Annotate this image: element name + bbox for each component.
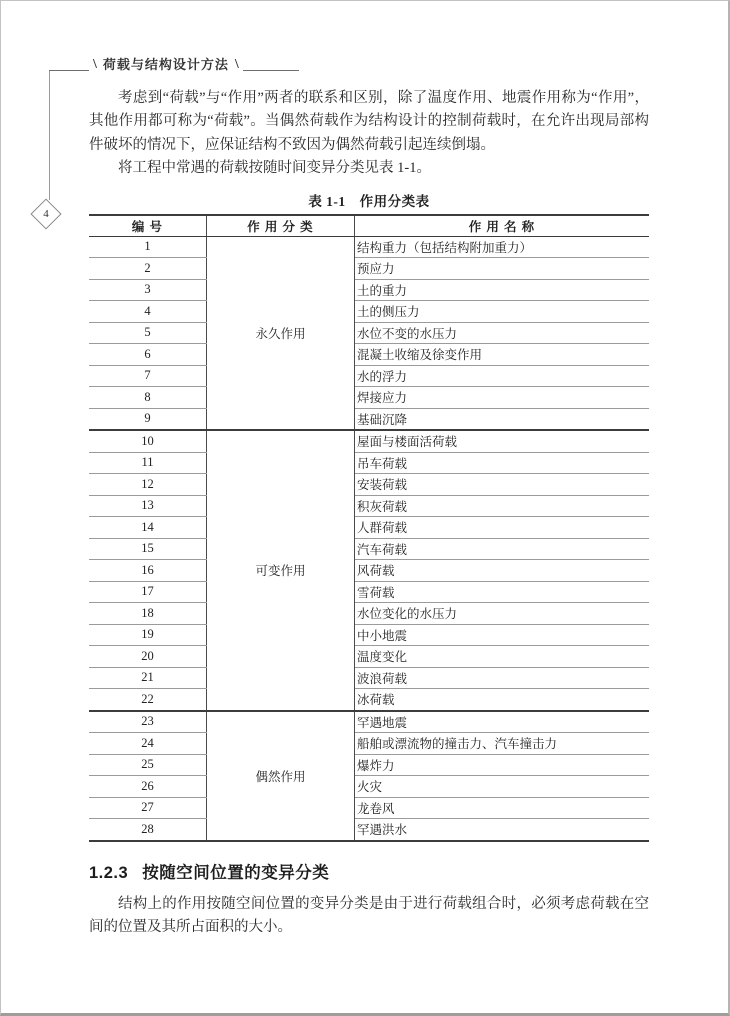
table-row bbox=[89, 689, 649, 711]
row-number-cell: 18 bbox=[89, 603, 207, 625]
action-name-cell: 冰荷载 bbox=[355, 689, 650, 711]
header-rule-left bbox=[49, 70, 89, 71]
table-row bbox=[89, 258, 649, 280]
category-cell: 永久作用 bbox=[207, 236, 355, 430]
action-name-cell: 吊车荷载 bbox=[355, 452, 650, 474]
table-row bbox=[89, 646, 649, 668]
header-number: 编 号 bbox=[89, 215, 207, 237]
table-row bbox=[89, 408, 649, 430]
row-number-cell: 28 bbox=[89, 819, 207, 841]
action-name-cell: 中小地震 bbox=[355, 624, 650, 646]
action-name-cell: 雪荷载 bbox=[355, 581, 650, 603]
table-row bbox=[89, 776, 649, 798]
action-name-cell: 人群荷载 bbox=[355, 517, 650, 539]
action-name-cell: 土的重力 bbox=[355, 279, 650, 301]
action-name-cell: 焊接应力 bbox=[355, 387, 650, 409]
table-row bbox=[89, 603, 649, 625]
action-name-cell: 混凝土收缩及徐变作用 bbox=[355, 344, 650, 366]
table-row bbox=[89, 797, 649, 819]
row-number-cell: 8 bbox=[89, 387, 207, 409]
row-number-cell: 2 bbox=[89, 258, 207, 280]
table-row bbox=[89, 581, 649, 603]
table-row bbox=[89, 624, 649, 646]
row-number-cell: 25 bbox=[89, 754, 207, 776]
action-name-cell: 风荷载 bbox=[355, 560, 650, 582]
row-number-cell: 23 bbox=[89, 711, 207, 733]
table-row bbox=[89, 452, 649, 474]
row-number-cell: 14 bbox=[89, 517, 207, 539]
row-number-cell: 19 bbox=[89, 624, 207, 646]
table-head bbox=[89, 215, 649, 237]
running-header bbox=[49, 57, 299, 73]
action-name-cell: 屋面与楼面活荷载 bbox=[355, 430, 650, 452]
header-name: 作 用 名 称 bbox=[355, 215, 650, 237]
row-number-cell: 9 bbox=[89, 408, 207, 430]
row-number-cell: 15 bbox=[89, 538, 207, 560]
header-slash-right: \ bbox=[234, 57, 239, 72]
row-number-cell: 3 bbox=[89, 279, 207, 301]
action-name-cell: 温度变化 bbox=[355, 646, 650, 668]
running-title: 荷载与结构设计方法 bbox=[102, 57, 229, 72]
row-number-cell: 12 bbox=[89, 474, 207, 496]
action-name-cell: 爆炸力 bbox=[355, 754, 650, 776]
row-number-cell: 24 bbox=[89, 733, 207, 755]
action-name-cell: 水位不变的水压力 bbox=[355, 322, 650, 344]
intro-paragraph-1: 考虑到“荷载”与“作用”两者的联系和区别，除了温度作用、地震作用称为“作用”，其他作用都可称为“荷载”。当偶然荷载作为结构设计的控制荷载时，在允许出现局部构件破坏的情况下，应保证结构不致因为偶然荷载引起连续倒塌。 bbox=[89, 90, 649, 153]
row-number-cell: 5 bbox=[89, 322, 207, 344]
table-row bbox=[89, 495, 649, 517]
action-name-cell: 基础沉降 bbox=[355, 408, 650, 430]
action-name-cell: 结构重力（包括结构附加重力） bbox=[355, 236, 650, 258]
action-name-cell: 汽车荷载 bbox=[355, 538, 650, 560]
table-row bbox=[89, 711, 649, 733]
row-number-cell: 16 bbox=[89, 560, 207, 582]
action-name-cell: 火灾 bbox=[355, 776, 650, 798]
section-number: 1.2.3 bbox=[89, 863, 129, 882]
page-number: 4 bbox=[43, 208, 49, 220]
page-content bbox=[89, 87, 649, 939]
category-cell: 偶然作用 bbox=[207, 711, 355, 841]
header-slash-left: \ bbox=[93, 57, 97, 72]
action-classification-table bbox=[89, 214, 649, 842]
table-title: 表 1-1 作用分类表 bbox=[308, 193, 430, 209]
header-rule-right bbox=[243, 70, 299, 71]
row-number-cell: 20 bbox=[89, 646, 207, 668]
table-row bbox=[89, 474, 649, 496]
category-cell: 可变作用 bbox=[207, 430, 355, 711]
action-name-cell: 土的侧压力 bbox=[355, 301, 650, 323]
table-row bbox=[89, 322, 649, 344]
row-number-cell: 13 bbox=[89, 495, 207, 517]
table-row bbox=[89, 279, 649, 301]
action-name-cell: 船舶或漂流物的撞击力、汽车撞击力 bbox=[355, 733, 650, 755]
table-row bbox=[89, 236, 649, 258]
section-heading bbox=[89, 859, 649, 883]
row-number-cell: 21 bbox=[89, 667, 207, 689]
section-title: 按随空间位置的变异分类 bbox=[142, 863, 330, 882]
row-number-cell: 4 bbox=[89, 301, 207, 323]
table-row bbox=[89, 517, 649, 539]
row-number-cell: 17 bbox=[89, 581, 207, 603]
table-row bbox=[89, 538, 649, 560]
table-row bbox=[89, 365, 649, 387]
action-name-cell: 水的浮力 bbox=[355, 365, 650, 387]
action-name-cell: 波浪荷载 bbox=[355, 667, 650, 689]
section-paragraph: 结构上的作用按随空间位置的变异分类是由于进行荷载组合时，必须考虑荷载在空间的位置及其所占面积的大小。 bbox=[89, 895, 649, 936]
action-name-cell: 罕遇洪水 bbox=[355, 819, 650, 841]
table-row bbox=[89, 819, 649, 841]
table-row bbox=[89, 301, 649, 323]
row-number-cell: 11 bbox=[89, 452, 207, 474]
action-name-cell: 水位变化的水压力 bbox=[355, 603, 650, 625]
table-row bbox=[89, 344, 649, 366]
row-number-cell: 7 bbox=[89, 365, 207, 387]
action-name-cell: 罕遇地震 bbox=[355, 711, 650, 733]
action-name-cell: 积灰荷载 bbox=[355, 495, 650, 517]
row-number-cell: 1 bbox=[89, 236, 207, 258]
intro-paragraph-2: 将工程中常遇的荷载按随时间变异分类见表 1-1。 bbox=[118, 160, 431, 177]
table-row bbox=[89, 754, 649, 776]
row-number-cell: 6 bbox=[89, 344, 207, 366]
table-body bbox=[89, 236, 649, 841]
table-row bbox=[89, 430, 649, 452]
table-row bbox=[89, 733, 649, 755]
margin-vertical-line bbox=[49, 71, 50, 200]
row-number-cell: 26 bbox=[89, 776, 207, 798]
action-name-cell: 安装荷载 bbox=[355, 474, 650, 496]
row-number-cell: 22 bbox=[89, 689, 207, 711]
row-number-cell: 10 bbox=[89, 430, 207, 452]
table-row bbox=[89, 387, 649, 409]
action-name-cell: 龙卷风 bbox=[355, 797, 650, 819]
page-number-badge bbox=[31, 199, 61, 229]
table-header-row bbox=[89, 215, 649, 237]
action-name-cell: 预应力 bbox=[355, 258, 650, 280]
row-number-cell: 27 bbox=[89, 797, 207, 819]
table-row bbox=[89, 667, 649, 689]
table-row bbox=[89, 560, 649, 582]
header-category: 作 用 分 类 bbox=[207, 215, 355, 237]
